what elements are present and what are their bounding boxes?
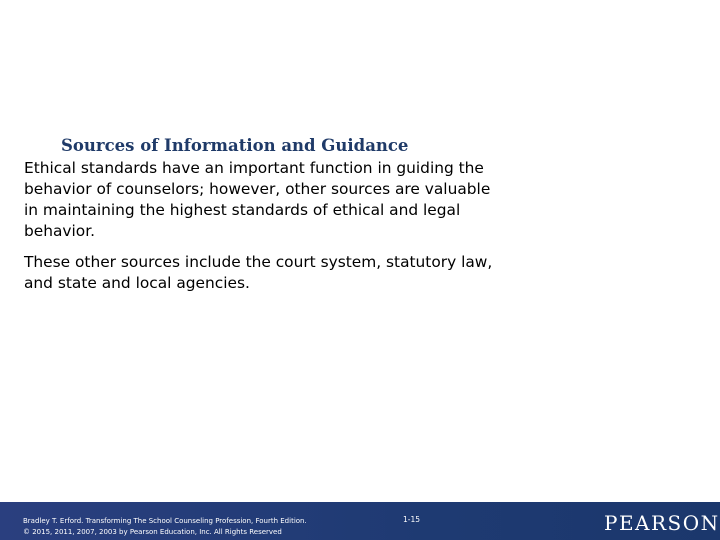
page-number: 1-15: [403, 515, 421, 524]
footer-citation: [23, 516, 383, 538]
body-paragraph-2: These other sources include the court system, statutory law, and state and local agencies.: [24, 253, 493, 292]
pearson-logo: PEARSON: [604, 511, 720, 535]
slide-body: [24, 158, 494, 294]
footer-bar: [0, 502, 720, 540]
body-paragraph-1: Ethical standards have an important function in guiding the behavior of counselors; however, other sources are valuable in maintaining the highest standards of ethical and legal behavior.: [24, 159, 491, 240]
slide-title: Sources of Information and Guidance: [61, 136, 409, 155]
citation-line-1: Bradley T. Erford. Transforming The School Counseling Profession, Fourth Edition.: [23, 517, 307, 525]
citation-line-2: © 2015, 2011, 2007, 2003 by Pearson Education, Inc. All Rights Reserved: [23, 528, 282, 536]
